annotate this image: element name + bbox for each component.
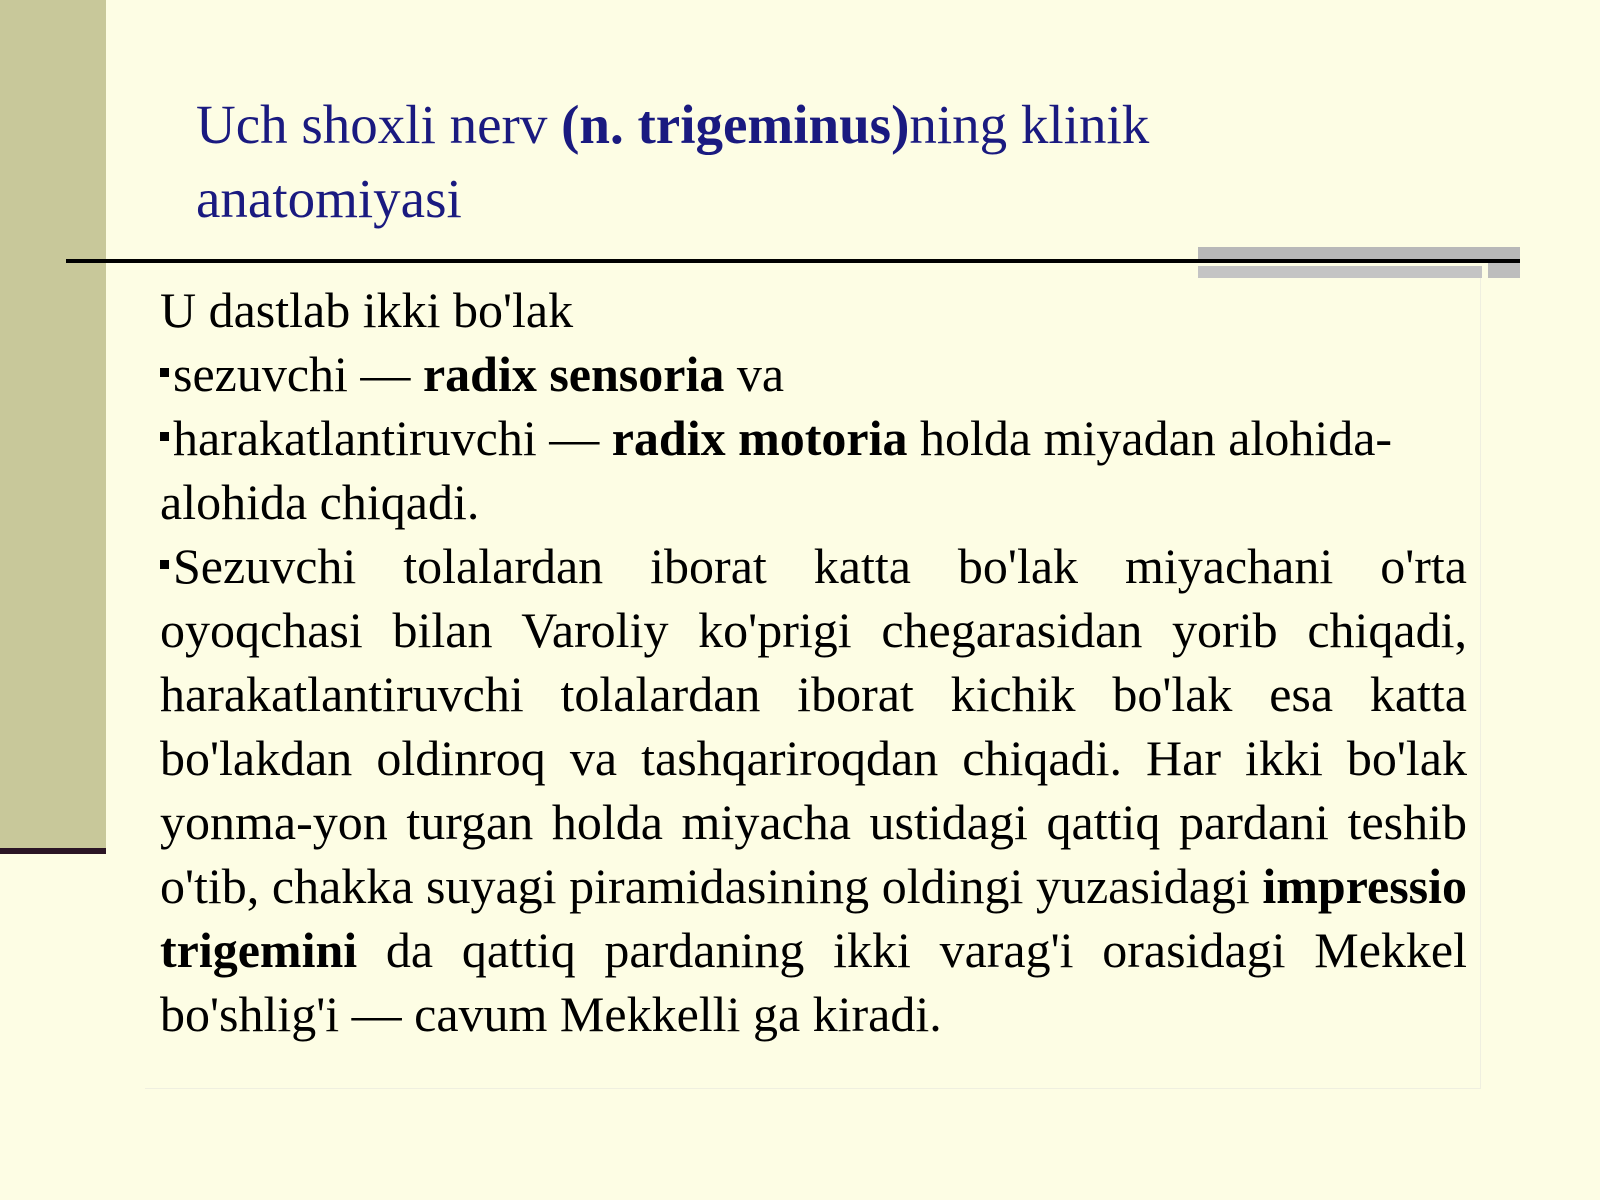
bullet-after-text: da qattiq pardaning ikki varag'i orasidagi Mekkel bo'shlig'i — cavum Mekkelli ga kiradi. (160, 922, 1467, 1042)
intro-line: U dastlab ikki bo'lak (160, 282, 574, 338)
left-bar-underline (0, 848, 106, 854)
square-bullet-icon (160, 560, 169, 569)
bullet-after-text: holda miyadan alohida-alohida chiqadi. (160, 410, 1393, 530)
bullet-bold-term: radix motoria (611, 410, 908, 466)
bullet-bold-term: impressio trigemini (160, 858, 1467, 978)
divider-shadow-end (1488, 263, 1520, 278)
divider-shadow-accent-lower (1198, 266, 1482, 278)
bullet-text: sezuvchi — (173, 346, 423, 402)
bullet-text: Sezuvchi tolalardan iborat katta bo'lak miyachani o'rta oyoqchasi bilan Varoliy ko'prigi chegarasidan yorib chiqadi, harakatlantiruvchi tolalardan iborat kichik bo'lak esa katta bo'lakdan oldinroq va tashqariroqdan chiqadi. Har ikki bo'lak yonma-yon turgan holda miyacha ustidagi qattiq pardani teshib o'tib, chakka suyagi piramidasining oldingi yuzasidagi (160, 538, 1467, 914)
title-part2: ning klinik anatomiyasi (196, 94, 1150, 229)
title-bold-term: (n. trigeminus) (561, 94, 910, 155)
bullet-after-text: va (724, 346, 785, 402)
bullet-item-sensory (160, 342, 1467, 406)
left-decorative-bar (0, 0, 106, 850)
title-divider-line (66, 259, 1520, 263)
slide-title (196, 88, 1346, 236)
bullet-text: harakatlantiruvchi — (173, 410, 612, 466)
bullet-bold-term: radix sensoria (422, 346, 725, 402)
square-bullet-icon (160, 368, 169, 377)
slide-body (160, 278, 1467, 1046)
bullet-item-description (160, 534, 1467, 1046)
square-bullet-icon (160, 432, 169, 441)
title-part1: Uch shoxli nerv (196, 94, 562, 155)
divider-shadow-accent (1198, 247, 1520, 259)
bullet-item-motor (160, 406, 1467, 534)
